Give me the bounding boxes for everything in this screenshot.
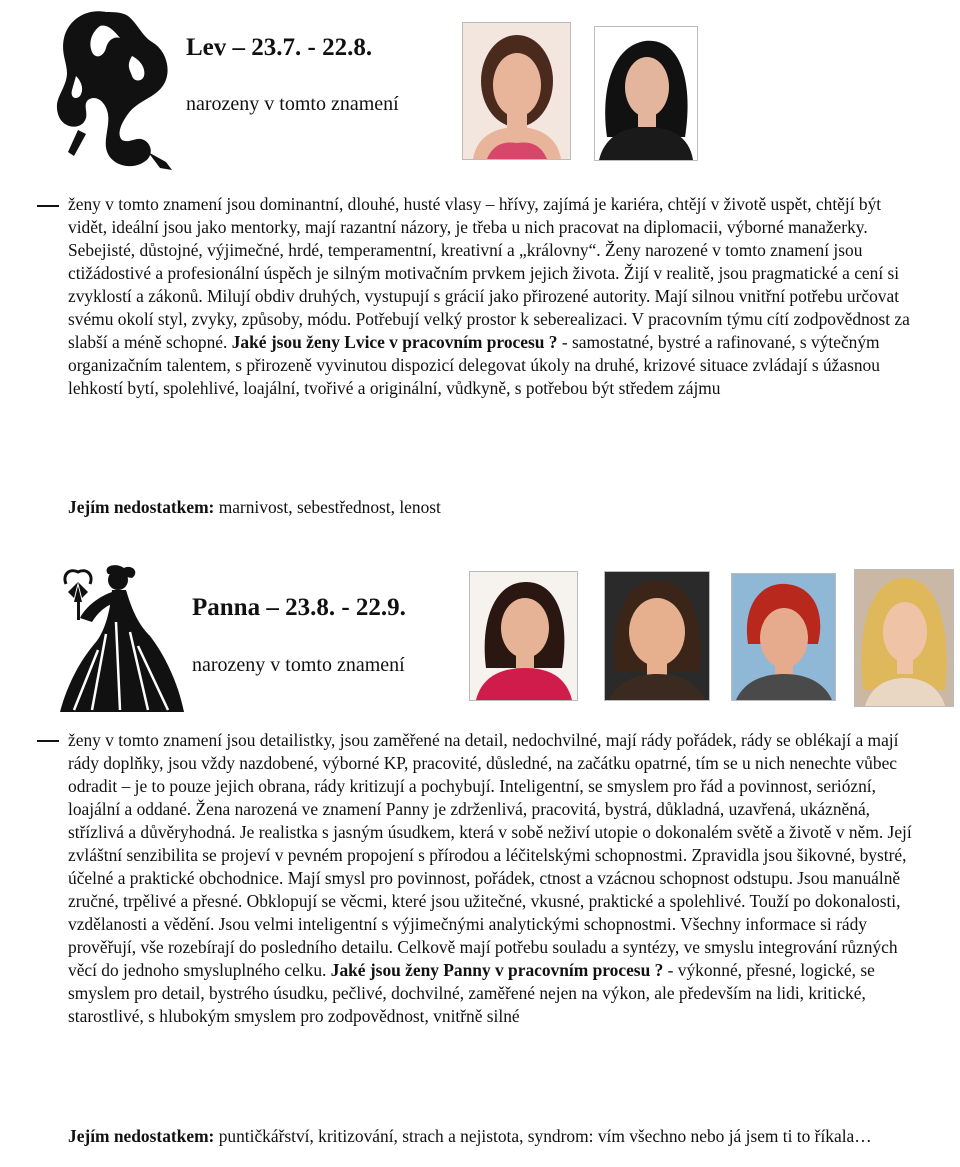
sign-title: Panna – 23.8. - 22.9.: [192, 594, 406, 621]
virgo-zodiac-icon: [52, 562, 188, 716]
portrait-photo: [854, 569, 954, 707]
weakness-label: Jejím nedostatkem:: [68, 497, 215, 517]
leo-description: ženy v tomto znamení jsou dominantní, dlouhé, husté vlasy – hřívy, zajímá je kariéra, chtějí v životě uspět, chtějí být vidět, ideální jsou jako mentorky, mají razantní názory, je třeba u nich pracovat na diplomacii, výborné manažerky. Sebejisté, důstojné, výjimečné, hrdé, temperamentní, kreativní a „královny“. Ženy narozené v tomto znamení jsou ctižádostivé a profesionální úspěch je silným motivačním prvkem jejich života. Žijí v realitě, jsou pragmatické a cení si zvyklostí a zákonů. Milují obdiv druhých, vystupují s grácií jako přirozené autority. Mají silnou vnitřní potřebu určovat svému okolí styl, zvyky, způsoby, módu. Potřebují velký prostor k seberealizaci. V pracovním týmu cítí zodpovědnost za slabší a méně schopné. Jaké jsou ženy Lvice v pracovním procesu ? - samostatné, bystré a rafinované, s výtečným organizačním talentem, s přirozeně vyvinutou dispozicí delegovat úkoly na druhé, krizové situace zvládají s úžasnou lehkostí bytí, spolehlivé, loajální, tvořivé a originální, vůdkyně, s potřebou být středem zájmu: [68, 194, 910, 398]
work-question: Jaké jsou ženy Lvice v pracovním procesu ?: [231, 332, 558, 352]
weakness-line: [8, 1125, 913, 1148]
virgo-description: ženy v tomto znamení jsou detailistky, jsou zaměřené na detail, nedochvilné, mají rády pořádek, rády se oblékají a mají rády doplňky, jsou vždy nazdobené, výborné KP, pracovité, důsledné, na začátku opatrné, tím se u nich nenechte vůbec odradit – je to pouze jejich obrana, rády kritizují a pochybují. Inteligentní, se smyslem pro řád a povinnost, seriózní, loajální a oddané. Žena narozená ve znamení Panny je zdrženlivá, pracovitá, bystrá, důkladná, uzavřená, ukázněná, střízlivá a důvěryhodná. Je realistka s jasným úsudkem, která v sobě neživí utopie o dokonalém světě a životě v něm. Její zvláštní senzibilita se projeví v pevném propojení s přírodou a léčitelskými schopnostmi. Zpravidla jsou šikovné, bystré, účelné a praktické obchodnice. Mají smysl pro povinnost, pořádek, ctnost a vzácnou schopnost odstupu. Jsou manuálně zručné, trpělivé a přesné. Obklopují se věcmi, které jsou užitečné, vkusné, praktické a spolehlivé. Touží po dokonalosti, vzdělanosti a vědění. Jsou velmi inteligentní s výjimečnými analytickými schopnostmi. Všechny informace si rády prověřují, vše rozebírají do posledního detailu. Celkově mají potřebu souladu a syntézy, ve smyslu integrování různých věcí do jednoho smysluplného celku. Jaké jsou ženy Panny v pracovním procesu ? - výkonné, přesné, logické, se smyslem pro detail, bystrého úsudku, pečlivé, dochvilné, zaměřené nejen na výkon, ale především na lidi, kritické, starostlivé, s hlubokým smyslem pro zodpovědnost, vnitřně silné: [68, 730, 912, 1026]
weakness-label: Jejím nedostatkem:: [68, 1126, 215, 1146]
weakness-line: [68, 496, 441, 519]
portrait-photo: [462, 22, 571, 160]
list-dash: [37, 740, 59, 742]
sign-title: Lev – 23.7. - 22.8.: [186, 34, 373, 61]
work-question: Jaké jsou ženy Panny v pracovním procesu ?: [330, 960, 664, 980]
portrait-photo: [604, 571, 710, 701]
sign-subtitle: narozeny v tomto znamení: [192, 654, 405, 676]
weakness-text: puntičkářství, kritizování, strach a nejistota, syndrom: vím všechno nebo já jsem ti to říkala…: [214, 1126, 872, 1146]
leo-zodiac-icon: [48, 2, 180, 174]
portrait-photo: [594, 26, 698, 161]
weakness-text: marnivost, sebestřednost, lenost: [214, 497, 441, 517]
list-dash: [37, 205, 59, 207]
sign-subtitle: narozeny v tomto znamení: [186, 93, 399, 115]
portrait-photo: [469, 571, 578, 701]
portrait-photo: [731, 573, 836, 701]
